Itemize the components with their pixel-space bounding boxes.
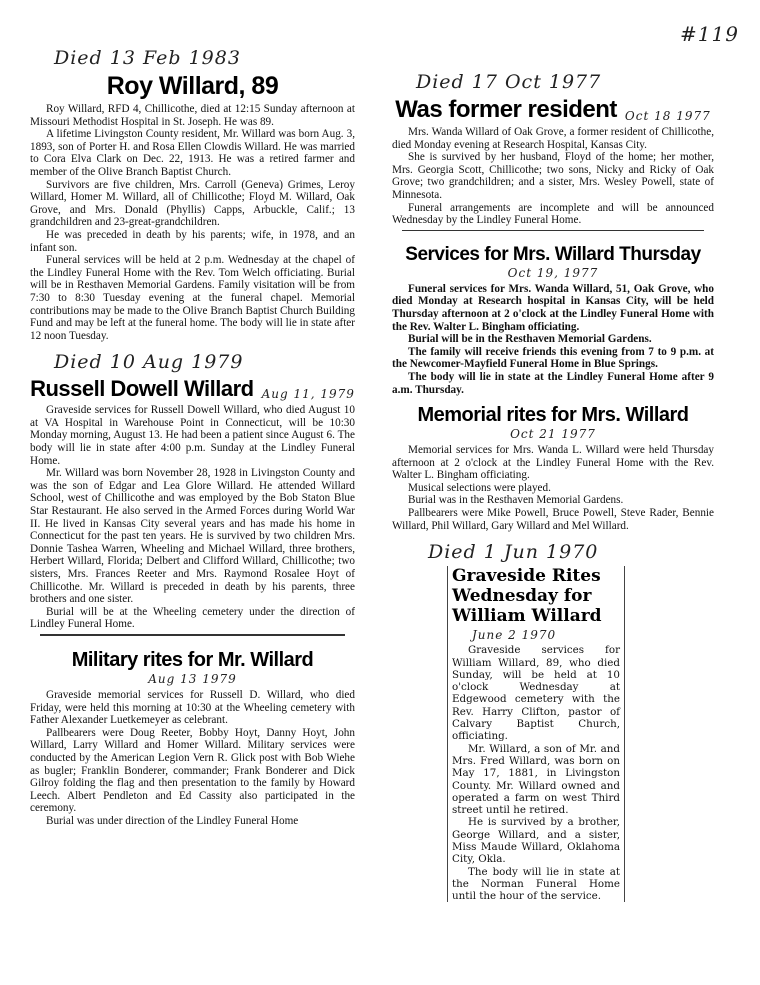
handwritten-death-date: Died 17 Oct 1977 xyxy=(416,71,602,93)
handwritten-note: Oct 18 1977 xyxy=(624,109,711,123)
paragraph: Graveside services for William Willard, 89, who died Sunday, will be held at 10 o'clock Wednesday at Edgewood cemetery with the Rev. Harry Clifton, pastor of Calvary Baptist Church, officiating. xyxy=(452,644,620,743)
article-body xyxy=(392,444,714,532)
paragraph: Funeral arrangements are incomplete and will be announced Wednesday by the Lindley Funeral Home. xyxy=(392,201,714,227)
headline-row xyxy=(30,72,355,100)
headline: Roy Willard, 89 xyxy=(106,72,279,100)
article-body xyxy=(30,103,355,342)
page-reference-note: #119 xyxy=(680,22,739,46)
article-body xyxy=(392,283,714,396)
headline: Was former resident xyxy=(395,96,617,123)
paragraph: Graveside memorial services for Russell D. Willard, who died Friday, were held this morning at 10:30 at the Wheeling cemetery with Father Alexander Luetkemeyer as celebrant. xyxy=(30,688,355,727)
paragraph: Burial will be at the Wheeling cemetery under the direction of Lindley Funeral Home. xyxy=(30,605,355,631)
paragraph: Burial was under direction of the Lindley Funeral Home xyxy=(46,814,299,827)
paragraph: Memorial services for Mrs. Wanda L. Willard were held Thursday afternoon at 2 o'clock at the Lindley Funeral Home with the Rev. Walter L. Bingham officiating. xyxy=(392,444,714,482)
article-body xyxy=(30,404,355,631)
article-body xyxy=(452,644,620,902)
handwritten-note: Oct 19, 1977 xyxy=(507,265,599,280)
clipping-memorial-rites xyxy=(392,404,714,532)
clipping-william-willard xyxy=(392,540,714,902)
right-column xyxy=(392,70,714,910)
paragraph: Survivors are five children, Mrs. Carroll (Geneva) Grimes, Leroy Willard, Homer M. Willard, all of Chillicothe; Floyd M. Willard, Oak Grove, and Mrs. Donald (Phyllis) Capps, Arbuckle, Calif.; 13 grandchildren and 23-great-grandchildren. xyxy=(30,178,355,229)
clipping-military-rites xyxy=(30,649,355,828)
handwritten-death-date: Died 10 Aug 1979 xyxy=(54,351,244,374)
headline: Russell Dowell Willard xyxy=(30,376,254,402)
handwritten-note: Oct 21 1977 xyxy=(510,427,596,442)
headline: Graveside Rites Wednesday for William Willard xyxy=(452,566,602,627)
handwritten-death-date: Died 1 Jun 1970 xyxy=(428,541,599,564)
article-body xyxy=(30,689,355,828)
headline-row xyxy=(30,376,355,401)
handwritten-death-date: Died 13 Feb 1983 xyxy=(54,47,241,69)
paragraph: Mr. Willard was born November 28, 1928 in Livingston County and was the son of Edgar and Lea Glore Willard. He attended Willard School, west of Chillicothe and was employed by the Bob Staton Blue Star Restaurant. He also served in the Armed Forces during World War II. He lived in Kansas City several years and has made his home in Connecticut for the past ten years. He is survived by two children Mrs. Donnie Tashea Warren, Wheeling and Michael Willard, three brothers, Herbert Willard, Florida; Delbert and Clifford Willard, Chillicothe; two sisters, Mrs. Frances Reeter and Mrs. Raymond Rosalee Hoyt of Chillicothe. Mr. Willard is preceded in death by his parents, three brothers and one sister. xyxy=(30,467,355,606)
paragraph: Mrs. Wanda Willard of Oak Grove, a former resident of Chillicothe, died Monday evening at Research Hospital, Kansas City. xyxy=(392,126,714,151)
paragraph: Mr. Willard, a son of Mr. and Mrs. Fred Willard, was born on May 17, 1881, in Livingston County. Mr. Willard owned and operated a farm on west Third street until he retired. xyxy=(452,742,620,817)
paragraph: Roy Willard, RFD 4, Chillicothe, died at 12:15 Sunday afternoon at Missouri Methodist Hospital in St. Joseph. He was 89. xyxy=(30,103,355,128)
paragraph: Musical selections were played. xyxy=(408,481,551,494)
paragraph: The body will lie in state at the Norman Funeral Home until the hour of the service. xyxy=(452,865,620,903)
clipping-services-thursday xyxy=(392,244,714,396)
paragraph: Graveside services for Russell Dowell Willard, who died August 10 at VA Hospital in Warehouse Point in Connecticut, will be 10:30 Monday morning, August 13. He had been a patient since August 6. The body will lie in state after 4:00 p.m. Sunday at the Lindley Funeral Home. xyxy=(30,404,355,467)
headline-row xyxy=(392,244,714,280)
headline-row xyxy=(392,404,714,441)
paragraph: He was preceded in death by his parents; wife, in 1978, and an infant son. xyxy=(30,228,355,254)
divider xyxy=(402,230,704,231)
clipping-box xyxy=(447,566,625,902)
paragraph: He is survived by a brother, George Willard, and a sister, Miss Maude Willard, Oklahoma City, Okla. xyxy=(452,816,620,866)
headline-row xyxy=(30,649,355,686)
handwritten-note: June 2 1970 xyxy=(472,628,557,643)
handwritten-note: Aug 13 1979 xyxy=(148,671,237,686)
paragraph: Burial will be in the Resthaven Memorial Gardens. xyxy=(408,333,652,346)
clipping-former-resident xyxy=(392,70,714,236)
paragraph: The family will receive friends this evening from 7 to 9 p.m. at the Newcomer-Mayfield Funeral Home in Blue Springs. xyxy=(392,345,714,371)
paragraph: The body will lie in state at the Lindley Funeral Home after 9 a.m. Thursday. xyxy=(392,370,714,396)
clipping-roy-willard xyxy=(30,46,355,342)
paragraph: Funeral services will be held at 2 p.m. Wednesday at the chapel of the Lindley Funeral Home with the Rev. Tom Welch officiating. Burial will be in Resthaven Memorial Gardens. Family visitation will be from 7:30 to 8:30 Tuesday evening at the funeral chapel. Memorial contributions may be made to the Olive Branch Baptist Church Building Fund and may be left at the funeral home. The body will lie in state after 12 noon Tuesday. xyxy=(30,254,355,342)
headline: Services for Mrs. Willard Thursday xyxy=(405,243,701,265)
paragraph: She is survived by her husband, Floyd of the home; her mother, Mrs. Georgia Scott, Chillicothe; two sons, Nicky and Ricky of Oak Grove; two grandchildren; and a sister, Mrs. Wesley Powell, state of Minnesota. xyxy=(392,151,714,201)
paragraph: Pallbearers were Mike Powell, Bruce Powell, Steve Rader, Bennie Willard, Phil Willard, Gary Willard and Mel Willard. xyxy=(392,507,714,532)
divider xyxy=(40,634,345,636)
clipping-russell-willard xyxy=(30,350,355,641)
paragraph: Funeral services for Mrs. Wanda Willard, 51, Oak Grove, who died Monday at Research hospital in Kansas City, will be held Thursday afternoon at 2 o'clock at the Lindley Funeral Home with the Rev. Walter L. Bingham officiating. xyxy=(392,282,714,333)
headline-row xyxy=(392,96,714,123)
article-body xyxy=(392,126,714,227)
headline: Military rites for Mr. Willard xyxy=(71,648,314,671)
paragraph: A lifetime Livingston County resident, Mr. Willard was born Aug. 3, 1893, son of Porter H. and Rosa Ellen Clowdis Willard. He was married to Cora Elva Clark on Dec. 22, 1913. He was a retired farmer and member of the Olive Branch Baptist Church. xyxy=(30,128,355,178)
headline: Memorial rites for Mrs. Willard xyxy=(417,404,689,427)
left-column xyxy=(30,46,355,836)
handwritten-note: Aug 11, 1979 xyxy=(261,387,355,402)
paragraph: Burial was in the Resthaven Memorial Gardens. xyxy=(408,494,624,507)
paragraph: Pallbearers were Doug Reeter, Bobby Hoyt, Danny Hoyt, John Willard, Larry Willard and Homer Willard. Military services were conducted by the American Legion Vern R. Glick post with Bob Wiehe as bugler; Franklin Bonderer, commander; Frank Bonderer and Dick Gilroy folding the flag and then presentation to the family by Howard Leech. Albert Pendleton and Ed Cassity also participated in the ceremony. xyxy=(30,726,355,815)
